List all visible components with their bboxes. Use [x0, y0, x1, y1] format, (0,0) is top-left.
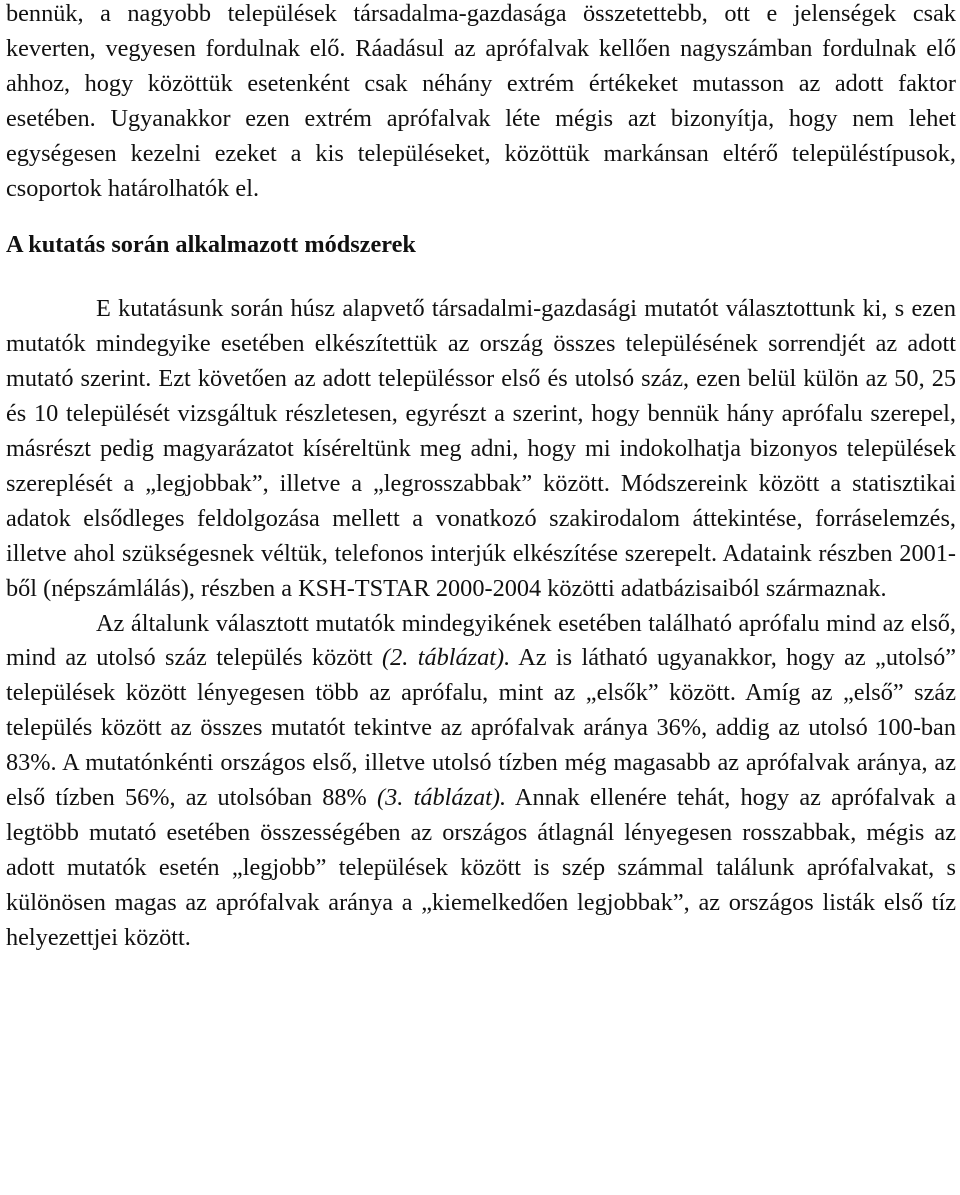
- section-heading: A kutatás során alkalmazott módszerek: [6, 231, 416, 259]
- paragraph-top: bennük, a nagyobb települések társadalma-gazdasága összetettebb, ott e jelenségek csak keverten, vegyesen fordulnak elő. Ráadásul az aprófalvak kellően nagyszámban fordulnak elő ahhoz, hogy közöttük esetenként csak néhány extrém értékeket mutasson az adott faktor esetében. Ugyanakkor ezen extrém aprófalvak léte mégis azt bizonyítja, hogy nem lehet egységesen kezelni ezeket a kis településeket, közöttük markánsan eltérő településtípusok, csoportok határolhatók el.: [6, 0, 956, 202]
- paragraph-methods: E kutatásunk során húsz alapvető társadalmi-gazdasági mutatót választottunk ki, s ezen mutatók mindegyike esetében elkészítettük az ország összes településének sorrendjét az adott mutató szerint. Ezt követően az adott településsor első és utolsó száz, ezen belül külön az 50, 25 és 10 települését vizsgáltuk részletesen, egyrészt a szerint, hogy bennük hány aprófalu szerepel, másrészt pedig magyarázatot kíséreltünk meg adni, hogy mi indokolhatja bizonyos települések szereplését a „legjobbak”, illetve a „legrosszabbak” között. Módszereink között a statisztikai adatok elsődleges feldolgozása mellett a vonatkozó szakirodalom áttekintése, forráselemzés, illetve ahol szükségesnek véltük, telefonos interjúk elkészítése szerepelt. Adataink részben 2001-ből (népszámlálás), részben a KSH-TSTAR 2000-2004 közötti adatbázisaiból származnak.: [6, 295, 956, 602]
- paragraph-results-part1: Az általunk választott mutatók mindegyikének esetében található aprófalu mind az első, mind az utolsó száz település között: [6, 609, 956, 672]
- paragraph-results: [6, 607, 956, 956]
- table-reference-3: (3. táblázat).: [377, 784, 507, 812]
- table-reference-2: (2. táblázat).: [382, 644, 511, 672]
- paragraph-results-part2: Az is látható ugyanakkor, hogy az „utolsó” települések között lényegesen több az aprófalu, mint az „elsők” között. Amíg az „első” száz település között az összes mutatót tekintve az aprófalvak aránya 36%, addig az utolsó 100-ban 83%. A mutatónkénti országos első, illetve utolsó tízben még magasabb az aprófalvak aránya, az első tízben 56%, az utolsóban 88%: [6, 644, 957, 812]
- paragraph-results-part3: Annak ellenére tehát, hogy az aprófalvak a legtöbb mutató esetében összességében az országos átlagnál lényegesen rosszabbak, mégis az adott mutatók esetén „legjobb” települések között is szép számmal találunk aprófalvakat, s különösen magas az aprófalvak aránya a „kiemelkedően legjobbak”, az országos listák első tíz helyezettjei között.: [6, 784, 956, 951]
